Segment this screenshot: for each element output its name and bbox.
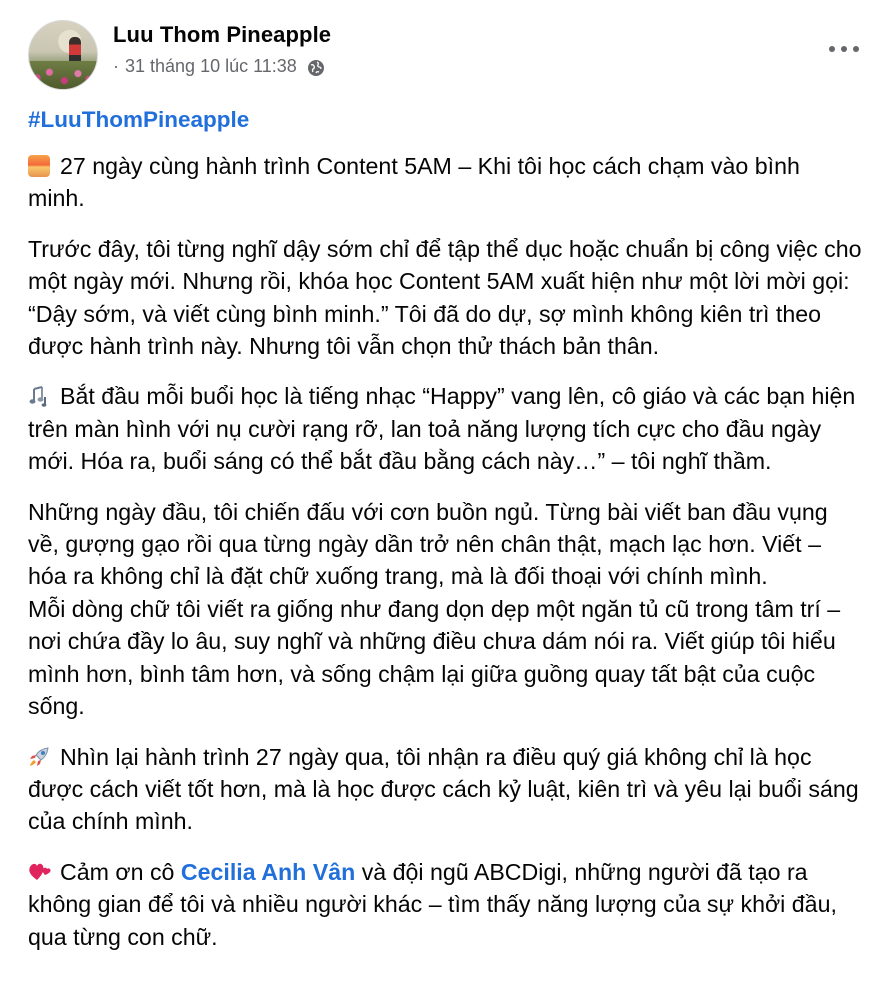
rocket-icon	[28, 744, 50, 766]
mention-link[interactable]: Cecilia Anh Vân	[180, 858, 356, 885]
avatar-flowers	[29, 61, 97, 89]
paragraph-happy	[28, 380, 863, 477]
music-notes-icon	[28, 383, 50, 405]
avatar-person	[69, 37, 81, 63]
paragraph-reflection-text: Nhìn lại hành trình 27 ngày qua, tôi nhận ra điều quý giá không chỉ là học được cách viết tốt hơn, mà là học được cách kỷ luật, kiên trì và yêu lại buổi sáng của chính mình.	[28, 743, 859, 835]
paragraph-writing	[28, 496, 863, 593]
post-timestamp[interactable]: 31 tháng 10 lúc 11:38	[125, 56, 297, 76]
meta-separator: ·	[113, 56, 119, 76]
globe-icon[interactable]	[307, 59, 325, 77]
author-name[interactable]: Luu Thom Pineapple	[113, 22, 332, 47]
paragraph-thanks	[28, 856, 863, 953]
paragraph-writing-cont: Mỗi dòng chữ tôi viết ra giống như đang dọn dẹp một ngăn tủ cũ trong tâm trí – nơi chứa đầy lo âu, suy nghĩ và những điều chưa dám nói ra. Viết giúp tôi hiểu mình hơn, bình tâm hơn, và sống chậm lại giữa guồng quay tất bật của cuộc sống.	[28, 595, 841, 720]
paragraph-writing-text: Những ngày đầu, tôi chiến đấu với cơn buồn ngủ. Từng bài viết ban đầu vụng về, gượng gạo rồi qua từng ngày dần trở nên chân thật, mạch lạc hơn. Viết – hóa ra không chỉ là đặt chữ xuống trang, mà là đối thoại với chính mình.	[28, 498, 828, 590]
post-meta	[113, 56, 325, 77]
paragraph-happy-text: Bắt đầu mỗi buổi học là tiếng nhạc “Happy” vang lên, cô giáo và các bạn hiện trên màn hình với nụ cười rạng rỡ, lan toả năng lượng tích cực cho đầu ngày mới. Hóa ra, buổi sáng có thể bắt đầu bằng cách này…” – tôi nghĩ thầm.	[28, 383, 856, 475]
post-body	[28, 104, 863, 971]
paragraph-intro: Trước đây, tôi từng nghĩ dậy sớm chỉ để tập thể dục hoặc chuẩn bị công việc cho một ngày mới. Nhưng rồi, khóa học Content 5AM xuất hiện như một lời mời gọi: “Dậy sớm, và viết cùng bình minh.” Tôi đã do dự, sợ mình không kiên trì theo được hành trình này. Nhưng tôi vẫn chọn thử thách bản thân.	[28, 235, 862, 360]
heart-icon	[28, 859, 50, 881]
thanks-after: và đội ngũ ABCDigi, những người đã tạo ra không gian để tôi và nhiều người khác – tìm thấy năng lượng của sự khởi đầu, qua từng con chữ.	[28, 858, 837, 950]
author-avatar[interactable]	[28, 20, 98, 90]
more-options-icon[interactable]	[829, 42, 861, 56]
thanks-before: Cảm ơn cô	[60, 858, 181, 885]
title-text: 27 ngày cùng hành trình Content 5AM – Khi tôi học cách chạm vào bình minh.	[28, 153, 800, 212]
post-header	[28, 20, 867, 90]
hashtag-link[interactable]: #LuuThomPineapple	[28, 107, 250, 132]
paragraph-reflection	[28, 741, 863, 838]
post-title-paragraph	[28, 150, 863, 215]
sunrise-icon	[28, 155, 50, 177]
